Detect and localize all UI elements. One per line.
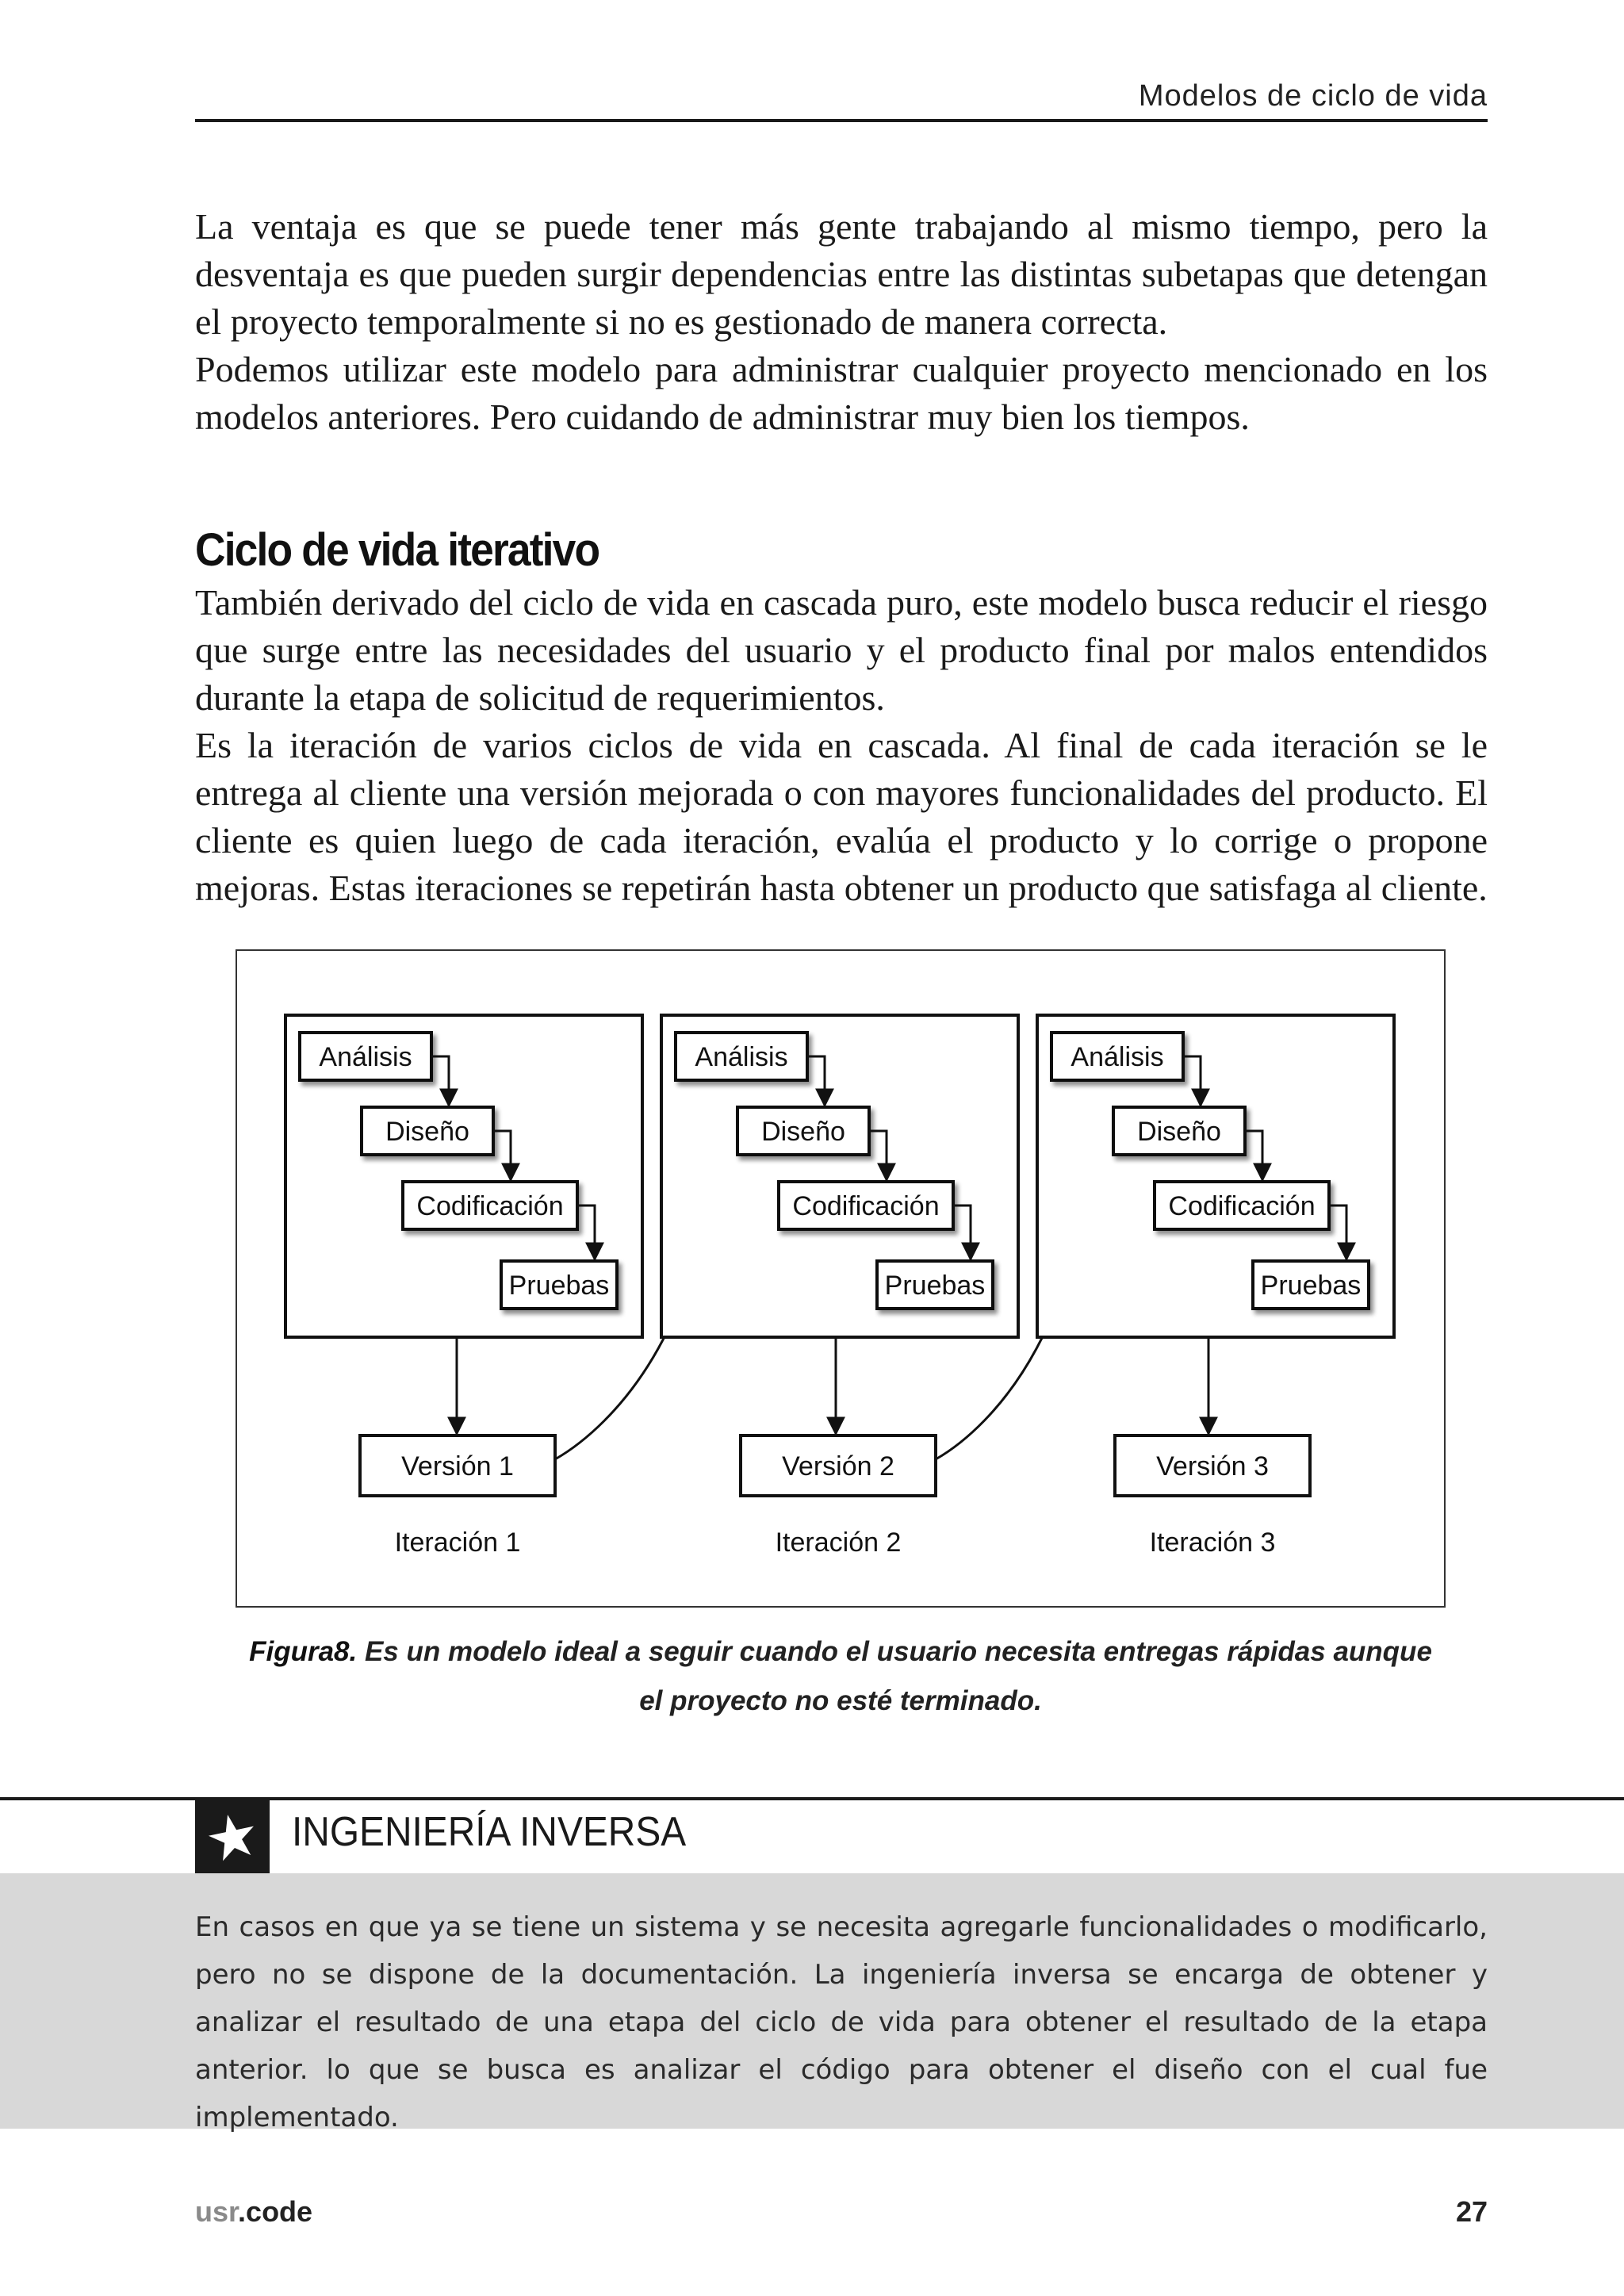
section-body: También derivado del ciclo de vida en cascada puro, este modelo busca reducir el riesgo que surge entre las necesidades del usuario y el producto final por malos entendidos durante la etapa de solicitud de requerimientos. Es la iteración de varios ciclos de vida en cascada. Al final de cada iteración se le entrega al cliente una versión mejorada o con mayores funcionalidades del producto. El cliente es quien luego de cada iteración, evalúa el producto y lo corrige o propone mejoras. Estas iteraciones se repetirán hasta obtener un producto que satisfaga al cliente. [195,582,1488,908]
stage-label: Codificación [416,1191,564,1221]
stage-label: Diseño [1137,1117,1221,1147]
running-header: Modelos de ciclo de vida [1138,79,1488,113]
page-number: 27 [1455,2195,1488,2228]
brand-suffix: .code [238,2195,313,2228]
star-icon [195,1800,270,1873]
version-label: Versión 2 [782,1451,894,1481]
stage-label: Análisis [695,1042,788,1072]
intro-paragraph: La ventaja es que se puede tener más gente trabajando al mismo tiempo, pero la desventaja es que pueden surgir dependencias entre las distintas subetapas que detengan el proyecto temporalmente si no es gestionado de manera correcta. Podemos utilizar este modelo para administrar cualquier proyecto mencionado en los modelos anteriores. Pero cuidando de administrar muy bien los tiempos. [195,206,1488,437]
stage-label: Análisis [319,1042,412,1072]
stage-label: Pruebas [884,1271,986,1301]
box-title: INGENIERÍA INVERSA [292,1809,687,1855]
version-label: Versión 3 [1156,1451,1269,1481]
stage-label: Diseño [761,1117,845,1147]
box-text: En casos en que ya se tiene un sistema y se necesita agregarle funcionalidades o modificarlo, pero no se dispone de la documentación. La ingeniería inversa se encarga de obtener y analizar el resultado de una etapa del ciclo de vida para obtener el resultado de la etapa anterior. lo que se busca es analizar el código para obtener el diseño con el cual fue implementado. [195,1911,1488,2133]
stage-label: Codificación [1168,1191,1316,1221]
iteration-label: Iteración 2 [775,1527,902,1558]
iteration-label: Iteración 3 [1149,1527,1276,1558]
version-label: Versión 1 [401,1451,514,1481]
figure-caption-text: Es un modelo ideal a seguir cuando el usuario necesita entregas rápidas aunque el proyecto no esté terminado. [357,1636,1432,1716]
stage-label: Análisis [1071,1042,1164,1072]
footer-brand [195,2195,312,2229]
iterative-lifecycle-figure [235,949,1446,1608]
iterative-lifecycle-diagram [235,949,1446,1608]
brand-prefix: usr [195,2195,239,2228]
header-rule [195,119,1488,122]
stage-label: Diseño [385,1117,469,1147]
figure-caption [235,1627,1446,1726]
stage-label: Codificación [792,1191,940,1221]
figure-number: Figura8. [249,1636,358,1667]
stage-label: Pruebas [1260,1271,1362,1301]
stage-label: Pruebas [508,1271,610,1301]
star-glyph [208,1812,257,1861]
iteration-label: Iteración 1 [394,1527,521,1558]
section-title: Ciclo de vida iterativo [195,524,599,576]
